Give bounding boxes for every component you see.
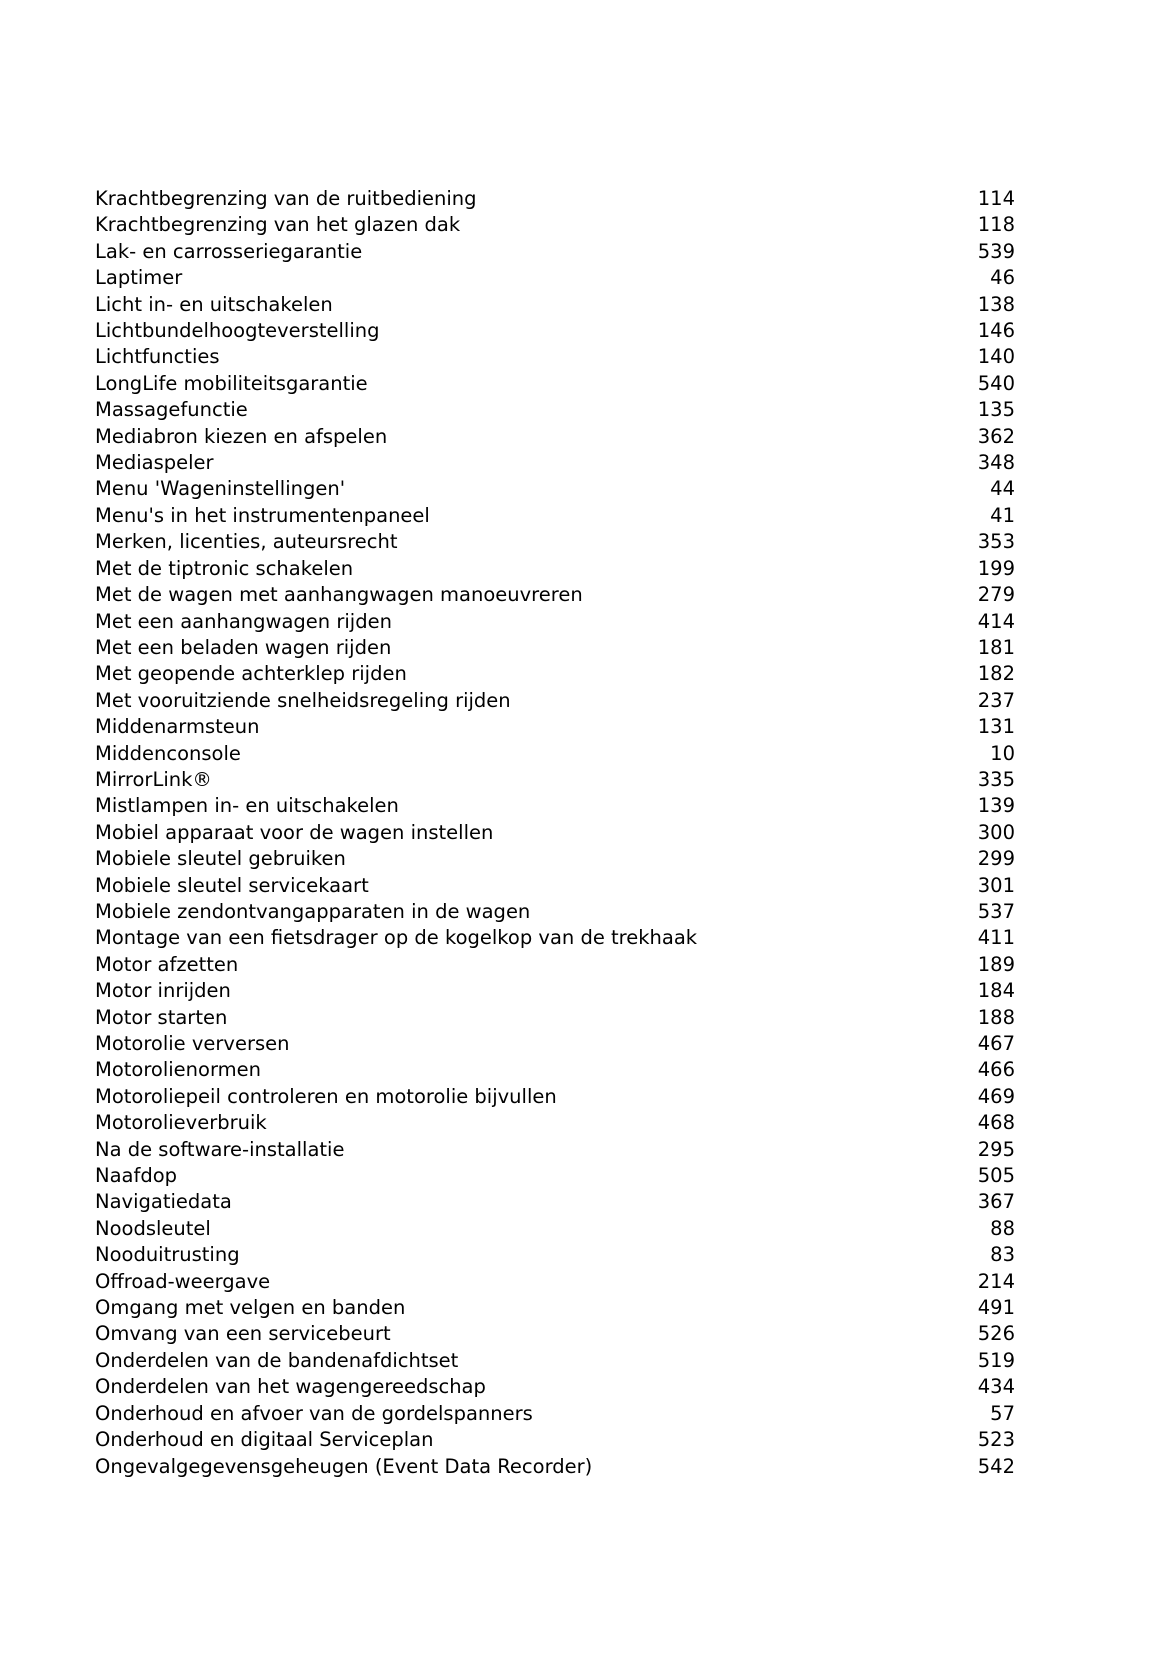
index-entry[interactable] [95, 371, 1015, 397]
index-entry-title: Krachtbegrenzing van het glazen dak [95, 213, 461, 237]
index-entry[interactable] [95, 1401, 1015, 1427]
leader-dots [239, 1202, 968, 1203]
index-entry-page-number: 539 [977, 239, 1015, 263]
leader-dots [394, 436, 968, 437]
index-entry-title: Middenconsole [95, 741, 241, 765]
index-entry-title: Mobiele zendontvangapparaten in de wagen [95, 899, 531, 923]
index-entry-title: Massagefunctie [95, 398, 248, 422]
index-entry-title: Na de software-installatie [95, 1137, 345, 1161]
leader-dots [353, 859, 968, 860]
index-entry-page-number: 41 [990, 503, 1015, 527]
index-entry-title: Omgang met velgen en banden [95, 1296, 406, 1320]
index-entry-page-number: 138 [977, 292, 1015, 316]
index-entry-title: Middenarmsteun [95, 715, 260, 739]
leader-dots [255, 410, 968, 411]
index-entry[interactable] [95, 793, 1015, 819]
index-entry-title: Onderhoud en afvoer van de gordelspanners [95, 1401, 533, 1425]
index-entry[interactable] [95, 661, 1015, 687]
index-entry-page-number: 300 [977, 820, 1015, 844]
index-entry-title: Onderdelen van de bandenafdichtset [95, 1348, 459, 1372]
index-entry-page-number: 523 [977, 1428, 1015, 1452]
index-entry[interactable] [95, 820, 1015, 846]
leader-dots [238, 991, 968, 992]
index-entry-title: Ongevalgegevensgeheugen (Event Data Recorder) [95, 1454, 593, 1478]
leader-dots [352, 489, 968, 490]
index-entry[interactable] [95, 1031, 1015, 1057]
index-entry-page-number: 335 [977, 767, 1015, 791]
index-entry-title: Mistlampen in- en uitschakelen [95, 794, 399, 818]
index-entry[interactable] [95, 1295, 1015, 1321]
index-entry[interactable] [95, 186, 1015, 212]
index-entry-page-number: 505 [977, 1164, 1015, 1188]
leader-dots [297, 1044, 968, 1045]
index-entry[interactable] [95, 424, 1015, 450]
leader-dots [414, 674, 968, 675]
index-entry[interactable] [95, 741, 1015, 767]
index-entry-page-number: 491 [977, 1296, 1015, 1320]
leader-dots [274, 1123, 968, 1124]
index-entry-title: Menu's in het instrumentenpaneel [95, 503, 430, 527]
leader-dots [360, 568, 968, 569]
index-entry-title: Nooduitrusting [95, 1243, 240, 1267]
index-entry[interactable] [95, 582, 1015, 608]
leader-dots [267, 727, 969, 728]
leader-dots [218, 1229, 968, 1230]
index-entry[interactable] [95, 450, 1015, 476]
leader-dots [440, 1440, 968, 1441]
leader-dots [399, 621, 968, 622]
index-entry[interactable] [95, 1189, 1015, 1215]
index-entry[interactable] [95, 688, 1015, 714]
index-entry[interactable] [95, 1242, 1015, 1268]
index-entry-page-number: 140 [977, 345, 1015, 369]
index-entry[interactable] [95, 1057, 1015, 1083]
index-entry-title: Lichtbundelhoogteverstelling [95, 319, 380, 343]
leader-dots [369, 252, 968, 253]
leader-dots [234, 1017, 968, 1018]
index-entry-page-number: 135 [977, 398, 1015, 422]
index-entry-page-number: 469 [977, 1084, 1015, 1108]
index-entry-title: Noodsleutel [95, 1216, 211, 1240]
index-entry[interactable] [95, 714, 1015, 740]
leader-dots [465, 1361, 968, 1362]
index-entry-page-number: 184 [977, 979, 1015, 1003]
index-entry-title: Merken, licenties, auteursrecht [95, 530, 398, 554]
index-entry-page-number: 542 [977, 1454, 1015, 1478]
index-entry-title: Krachtbegrenzing van de ruitbediening [95, 187, 477, 210]
index-entry[interactable] [95, 503, 1015, 529]
leader-dots [351, 1149, 968, 1150]
leader-dots [221, 463, 968, 464]
index-entry-page-number: 414 [977, 609, 1015, 633]
index-entry-page-number: 526 [977, 1322, 1015, 1346]
index-entry-title: Menu 'Wageninstellingen' [95, 477, 346, 501]
index-entry-title: Laptimer [95, 266, 183, 290]
index-entry-title: Met de tiptronic schakelen [95, 556, 354, 580]
leader-dots [375, 384, 968, 385]
index-entry[interactable] [95, 609, 1015, 635]
index-entry-page-number: 468 [977, 1111, 1015, 1135]
index-entry[interactable] [95, 1084, 1015, 1110]
index-entry-page-number: 279 [977, 583, 1015, 607]
index-entry-title: Met een aanhangwagen rijden [95, 609, 392, 633]
index-entry-page-number: 237 [977, 688, 1015, 712]
index-entry[interactable] [95, 1216, 1015, 1242]
index-entry-page-number: 118 [977, 213, 1015, 237]
index-entry-page-number: 46 [990, 266, 1015, 290]
index-entry-title: Met een beladen wagen rijden [95, 635, 392, 659]
index-entry-title: Mobiele sleutel servicekaart [95, 873, 369, 897]
index-entry-page-number: 214 [977, 1269, 1015, 1293]
leader-dots [405, 542, 968, 543]
index-entry-title: Motorolie verversen [95, 1032, 290, 1055]
index-entry-page-number: 83 [990, 1243, 1015, 1267]
index-entry[interactable] [95, 1137, 1015, 1163]
index-entry-title: Mobiel apparaat voor de wagen instellen [95, 820, 494, 844]
index-entry-page-number: 353 [977, 530, 1015, 554]
index-entry[interactable] [95, 212, 1015, 238]
index-entry[interactable] [95, 318, 1015, 344]
leader-dots [376, 885, 968, 886]
leader-dots [340, 304, 968, 305]
index-entry-title: Met vooruitziende snelheidsregeling rijden [95, 688, 511, 712]
index-entry-page-number: 10 [990, 741, 1015, 765]
index-entry-title: Motoroliepeil controleren en motorolie bijvullen [95, 1084, 557, 1108]
index-entry-title: Met de wagen met aanhangwagen manoeuvreren [95, 583, 583, 607]
index-entry-page-number: 362 [977, 424, 1015, 448]
leader-dots [590, 595, 968, 596]
leader-dots [245, 964, 968, 965]
leader-dots [500, 832, 968, 833]
index-entry-page-number: 114 [977, 187, 1015, 210]
index-entry-title: Omvang van een servicebeurt [95, 1322, 391, 1346]
leader-dots [493, 1387, 968, 1388]
index-entry[interactable] [95, 556, 1015, 582]
index-entry-page-number: 44 [990, 477, 1015, 501]
leader-dots [467, 225, 968, 226]
index-entry[interactable] [95, 397, 1015, 423]
leader-dots [406, 806, 968, 807]
index-entry-page-number: 295 [977, 1137, 1015, 1161]
index-entry-title: Met geopende achterklep rijden [95, 662, 407, 686]
index-entry-page-number: 88 [990, 1216, 1015, 1240]
index-entry-page-number: 434 [977, 1375, 1015, 1399]
leader-dots [219, 780, 968, 781]
leader-dots [540, 1413, 968, 1414]
index-entry[interactable] [95, 1269, 1015, 1295]
index-entry-title: Lak- en carrosseriegarantie [95, 239, 363, 263]
index-entry[interactable] [95, 873, 1015, 899]
index-entry[interactable] [95, 1427, 1015, 1453]
index-entry-title: Mediaspeler [95, 451, 214, 475]
leader-dots [412, 1308, 968, 1309]
index-entry-title: Licht in- en uitschakelen [95, 292, 333, 316]
leader-dots [227, 357, 968, 358]
index-entry-page-number: 467 [977, 1032, 1015, 1055]
index-entry-title: Onderdelen van het wagengereedschap [95, 1375, 486, 1399]
index-entry[interactable] [95, 925, 1015, 951]
index-entry[interactable] [95, 1374, 1015, 1400]
index-entry[interactable] [95, 1348, 1015, 1374]
leader-dots [398, 648, 968, 649]
index-entry-page-number: 367 [977, 1190, 1015, 1214]
index-entry[interactable] [95, 1454, 1015, 1480]
index-entry-page-number: 299 [977, 847, 1015, 871]
index-entry-page-number: 466 [977, 1058, 1015, 1082]
index-entry-title: Motor inrijden [95, 979, 231, 1003]
index-entry[interactable] [95, 476, 1015, 502]
index-entry[interactable] [95, 265, 1015, 291]
index-entry[interactable] [95, 635, 1015, 661]
index-entry-page-number: 199 [977, 556, 1015, 580]
index-entry-page-number: 540 [977, 371, 1015, 395]
index-entry[interactable] [95, 952, 1015, 978]
index-entry[interactable] [95, 529, 1015, 555]
leader-dots [564, 1097, 968, 1098]
index-entry-page-number: 348 [977, 451, 1015, 475]
leader-dots [599, 1466, 968, 1467]
leader-dots [386, 331, 968, 332]
index-entry-title: Onderhoud en digitaal Serviceplan [95, 1428, 434, 1452]
index-entry-page-number: 519 [977, 1348, 1015, 1372]
leader-dots [247, 1255, 968, 1256]
index-entry-title: Mediabron kiezen en afspelen [95, 424, 388, 448]
index-entry[interactable] [95, 978, 1015, 1004]
index-entry-title: Motorolienormen [95, 1058, 261, 1082]
index-entry-title: Offroad-weergave [95, 1269, 271, 1293]
index-entry-page-number: 301 [977, 873, 1015, 897]
leader-dots [484, 199, 968, 200]
index-entry-page-number: 139 [977, 794, 1015, 818]
index-entry-page-number: 182 [977, 662, 1015, 686]
index-entry-title: Motor starten [95, 1005, 228, 1029]
index-entry-page-number: 181 [977, 635, 1015, 659]
index-entry[interactable] [95, 1110, 1015, 1136]
leader-dots [277, 1281, 968, 1282]
index-entry-page-number: 411 [977, 926, 1015, 950]
index-entry[interactable] [95, 1163, 1015, 1189]
index-entry-title: Motorolieverbruik [95, 1111, 267, 1135]
leader-dots [398, 1334, 968, 1335]
index-entry[interactable] [95, 1005, 1015, 1031]
index-entry[interactable] [95, 767, 1015, 793]
index-entry-page-number: 188 [977, 1005, 1015, 1029]
index-entry-page-number: 189 [977, 952, 1015, 976]
index-entry[interactable] [95, 846, 1015, 872]
index-entry-page-number: 146 [977, 319, 1015, 343]
index-entry-list [95, 186, 1015, 1480]
index-entry-page-number: 131 [977, 715, 1015, 739]
index-entry-title: Mobiele sleutel gebruiken [95, 847, 346, 871]
leader-dots [704, 938, 968, 939]
leader-dots [268, 1070, 968, 1071]
index-entry[interactable] [95, 344, 1015, 370]
index-entry[interactable] [95, 292, 1015, 318]
leader-dots [189, 278, 968, 279]
index-entry-page-number: 57 [990, 1401, 1015, 1425]
index-entry-page-number: 537 [977, 899, 1015, 923]
index-entry[interactable] [95, 899, 1015, 925]
index-entry-title: LongLife mobiliteitsgarantie [95, 371, 368, 395]
index-entry-title: Motor afzetten [95, 952, 239, 976]
index-entry-title: Naafdop [95, 1164, 178, 1188]
index-entry-title: MirrorLink® [95, 767, 212, 791]
index-entry[interactable] [95, 239, 1015, 265]
leader-dots [248, 753, 968, 754]
leader-dots [437, 516, 968, 517]
leader-dots [184, 1176, 968, 1177]
leader-dots [518, 700, 968, 701]
index-entry[interactable] [95, 1321, 1015, 1347]
index-entry-title: Lichtfuncties [95, 345, 220, 369]
leader-dots [537, 912, 968, 913]
index-entry-title: Montage van een fietsdrager op de kogelkop van de trekhaak [95, 926, 698, 950]
index-entry-title: Navigatiedata [95, 1190, 232, 1214]
